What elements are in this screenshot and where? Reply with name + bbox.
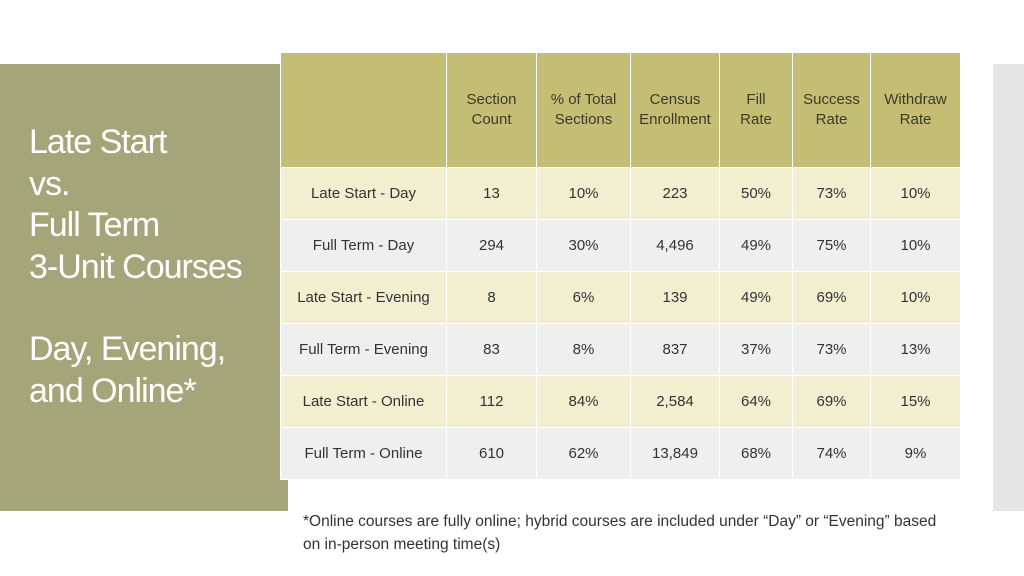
- cell-success-rate: 74%: [793, 428, 871, 480]
- cell-fill-rate: 37%: [720, 324, 793, 376]
- header-label: % of Total Sections: [550, 91, 617, 128]
- cell-section-count: 13: [447, 168, 537, 220]
- cell-fill-rate: 68%: [720, 428, 793, 480]
- cell-success-rate: 73%: [793, 168, 871, 220]
- cell-census-enrollment: 13,849: [631, 428, 720, 480]
- cell-withdraw-rate: 10%: [871, 220, 961, 272]
- cell-section-count: 112: [447, 376, 537, 428]
- header-label: Fill Rate: [740, 91, 772, 128]
- title-line: 3-Unit Courses: [29, 247, 242, 286]
- subtitle-line: Day, Evening,: [29, 330, 226, 368]
- row-label: Full Term - Day: [281, 220, 447, 272]
- cell-percent-total: 62%: [537, 428, 631, 480]
- header-withdraw-rate: [871, 53, 961, 168]
- cell-fill-rate: 49%: [720, 272, 793, 324]
- cell-census-enrollment: 223: [631, 168, 720, 220]
- cell-withdraw-rate: 10%: [871, 272, 961, 324]
- table-row: [281, 428, 961, 480]
- header-label: Withdraw Rate: [884, 91, 947, 128]
- header-fill-rate: [720, 53, 793, 168]
- table-row: [281, 272, 961, 324]
- header-label: Section Count: [466, 91, 517, 128]
- decorative-side-bar: [993, 64, 1024, 511]
- table-row: [281, 220, 961, 272]
- comparison-table: [280, 52, 961, 480]
- cell-census-enrollment: 2,584: [631, 376, 720, 428]
- header-success-rate: [793, 53, 871, 168]
- header-percent-total: [537, 53, 631, 168]
- cell-withdraw-rate: 13%: [871, 324, 961, 376]
- row-label: Late Start - Day: [281, 168, 447, 220]
- cell-census-enrollment: 139: [631, 272, 720, 324]
- header-label: Success Rate: [803, 91, 860, 128]
- cell-fill-rate: 64%: [720, 376, 793, 428]
- cell-census-enrollment: 837: [631, 324, 720, 376]
- cell-withdraw-rate: 9%: [871, 428, 961, 480]
- title-line: Late Start: [29, 123, 167, 161]
- row-label: Late Start - Evening: [281, 272, 447, 324]
- cell-percent-total: 84%: [537, 376, 631, 428]
- header-section-count: [447, 53, 537, 168]
- footnote: *Online courses are fully online; hybrid courses are included under “Day” or “Evening” based on in-person meeting time(s): [303, 513, 937, 553]
- title-line: vs.: [29, 164, 70, 203]
- cell-percent-total: 30%: [537, 220, 631, 272]
- table-row: [281, 324, 961, 376]
- table-row: [281, 168, 961, 220]
- cell-success-rate: 69%: [793, 272, 871, 324]
- cell-success-rate: 75%: [793, 220, 871, 272]
- row-label: Late Start - Online: [281, 376, 447, 428]
- cell-section-count: 610: [447, 428, 537, 480]
- row-label: Full Term - Evening: [281, 324, 447, 376]
- cell-percent-total: 6%: [537, 272, 631, 324]
- cell-section-count: 83: [447, 324, 537, 376]
- header-census-enrollment: [631, 53, 720, 168]
- cell-withdraw-rate: 10%: [871, 168, 961, 220]
- header-label: Census Enrollment: [639, 91, 711, 128]
- table-row: [281, 376, 961, 428]
- cell-census-enrollment: 4,496: [631, 220, 720, 272]
- cell-withdraw-rate: 15%: [871, 376, 961, 428]
- row-label: Full Term - Online: [281, 428, 447, 480]
- cell-percent-total: 8%: [537, 324, 631, 376]
- cell-success-rate: 69%: [793, 376, 871, 428]
- cell-success-rate: 73%: [793, 324, 871, 376]
- table-header-row: [281, 53, 961, 168]
- cell-section-count: 294: [447, 220, 537, 272]
- title-line: Full Term: [29, 206, 160, 244]
- slide-title: [29, 122, 279, 412]
- cell-percent-total: 10%: [537, 168, 631, 220]
- cell-fill-rate: 49%: [720, 220, 793, 272]
- cell-section-count: 8: [447, 272, 537, 324]
- cell-fill-rate: 50%: [720, 168, 793, 220]
- subtitle-line: and Online*: [29, 371, 196, 410]
- header-empty: [281, 53, 447, 168]
